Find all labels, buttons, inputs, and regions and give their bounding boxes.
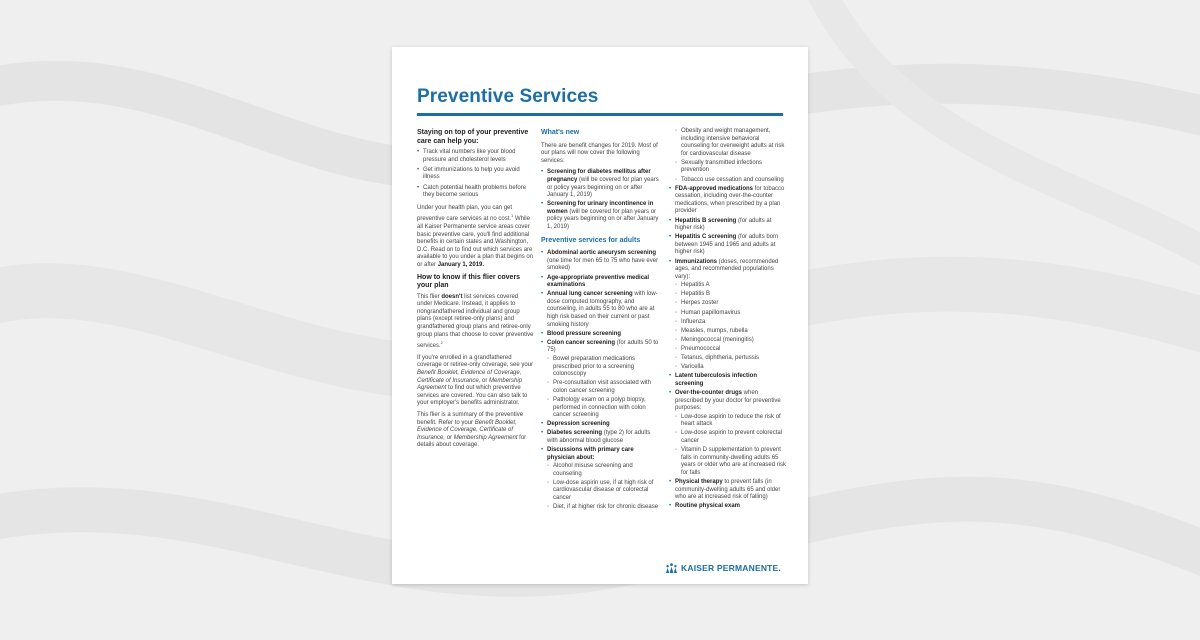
service-item: • Hepatitis B screening (for adults at higher risk)	[669, 218, 787, 233]
service-sub-item: ◦ Low-dose aspirin to prevent colorectal cancer	[675, 430, 787, 445]
service-sub-item: ◦ Herpes zoster	[675, 300, 787, 308]
flier-page	[392, 47, 808, 584]
discussion-item: ◦ Sexually transmitted infections prevention	[669, 160, 787, 175]
service-sub-item: ◦ Vitamin D supplementation to prevent falls in community-dwelling adults 65 years or older who are at increased risk for falls	[675, 447, 787, 477]
service-item: • Colon cancer screening (for adults 50 to 75) ◦ Bowel preparation medications prescribed prior to a screening colonoscopy ◦ Pre-consultation visit associated with colon cancer screening ◦ Pathology exam on a polyp biopsy, performed in connection with colon cancer screening	[541, 340, 659, 420]
service-item: • Routine physical exam	[669, 503, 787, 511]
service-sub-item: ◦ Hepatitis B	[675, 291, 787, 299]
service-item: • Blood pressure screening	[541, 331, 659, 339]
service-sub-item: ◦ Tetanus, diphtheria, pertussis	[675, 355, 787, 363]
service-item: • FDA-approved medications for tobacco cessation, including over-the-counter medications, when prescribed by a plan provider	[669, 186, 787, 216]
service-sub-item: ◦ Bowel preparation medications prescribed prior to a screening colonoscopy	[547, 356, 659, 379]
service-sub-item: ◦ Pathology exam on a polyp biopsy, performed in connection with colon cancer screening	[547, 397, 659, 420]
whats-new-item: • Screening for urinary incontinence in women (will be covered for plan years or policy years beginning on or after January 1, 2019)	[541, 201, 659, 231]
service-sub-item: ◦ Human papillomavirus	[675, 310, 787, 318]
service-item: • Age-appropriate preventive medical examinations	[541, 275, 659, 290]
service-item: • Discussions with primary care physician about: ◦ Alcohol misuse screening and counseling ◦ Low-dose aspirin use, if at high risk of cardiovascular disease or colorectal cancer ◦ Diet, if at higher risk for chronic disease	[541, 447, 659, 512]
whats-new-paragraph: There are benefit changes for 2019. Most of our plans will now cover the following services:	[541, 142, 658, 164]
service-sub-item: ◦ Varicella	[675, 364, 787, 372]
whats-new-item: • Screening for diabetes mellitus after pregnancy (will be covered for plan years or policy years beginning on or after January 1, 2019)	[541, 169, 659, 199]
how-to-know-paragraph: This flier doesn't list services covered under Medicare. Instead, it applies to nongrandfathered individual and group plans (except retiree-only plans) and grandfathered group plans and retiree-only group plans that choose to cover preventive services.$^2$	[417, 293, 534, 350]
service-sub-list	[675, 282, 787, 371]
service-sub-item: ◦ Pre-consultation visit associated with colon cancer screening	[547, 380, 659, 395]
column-3	[669, 128, 787, 516]
kaiser-permanente-logo	[665, 563, 781, 573]
service-sub-item: ◦ Measles, mumps, rubella	[675, 328, 787, 336]
service-sub-list	[547, 463, 659, 512]
service-sub-item: ◦ Low-dose aspirin use, if at high risk of cardiovascular disease or colorectal cancer	[547, 480, 659, 503]
service-sub-item: ◦ Hepatitis A	[675, 282, 787, 290]
service-item: • Abdominal aortic aneurysm screening (one time for men 65 to 75 who have ever smoked)	[541, 250, 659, 273]
enrolled-paragraph: If you're enrolled in a grandfathered coverage or retiree-only coverage, see your Benefit Booklet, Evidence of Coverage, Certificate of Insurance, or Membership Agreement to find out which preventive services are covered. You can also talk to your employer's benefits administrator.	[417, 354, 534, 407]
service-item: • Immunizations (doses, recommended ages, and recommended populations vary): ◦ Hepatitis A ◦ Hepatitis B ◦ Herpes zoster ◦ Human papillomavirus ◦ Influenza ◦ Measles, mumps, rubella ◦ Meningococcal (meningitis) ◦ Pneumococcal ◦ Tetanus, diphtheria, pertussis ◦ Varicella	[669, 259, 787, 372]
discussion-item: ◦ Obesity and weight management, including intensive behavioral counseling for overweight adults at risk for cardiovascular disease	[669, 128, 787, 158]
adult-services-list	[541, 250, 659, 512]
service-item: • Over-the-counter drugs when prescribed by your doctor for preventive purposes: ◦ Low-dose aspirin to reduce the risk of heart attack ◦ Low-dose aspirin to prevent colorectal cancer ◦ Vitamin D supplementation to prevent falls in community-dwelling adults 65 years or older who are at increased risk for falls	[669, 390, 787, 478]
adults-heading: Preventive services for adults	[541, 236, 641, 244]
intro-bullet: • Get immunizations to help you avoid illness	[417, 167, 535, 182]
kp-people-icon	[665, 563, 678, 573]
service-item: • Physical therapy to prevent falls (in community-dwelling adults 65 and older who are at increased risk of falling)	[669, 479, 787, 502]
title-rule	[417, 113, 783, 116]
discussion-item: ◦ Tobacco use cessation and counseling	[669, 177, 787, 185]
summary-paragraph: This flier is a summary of the preventive benefit. Refer to your Benefit Booklet, Evidence of Coverage, Certificate of Insurance, or Membership Agreement for details about coverage.	[417, 412, 527, 449]
adult-services-list-continued	[669, 186, 787, 511]
page-title: Preventive Services	[417, 86, 599, 107]
service-item: • Diabetes screening (type 2) for adults with abnormal blood glucose	[541, 430, 659, 445]
service-item: • Depression screening	[541, 421, 659, 429]
whats-new-heading: What's new	[541, 129, 580, 136]
intro-bullet: • Track vital numbers like your blood pressure and cholesterol levels	[417, 149, 535, 164]
service-sub-item: ◦ Alcohol misuse screening and counseling	[547, 463, 659, 478]
discussion-continued-list	[669, 128, 787, 184]
service-sub-item: ◦ Pneumococcal	[675, 346, 787, 354]
service-sub-list	[675, 414, 787, 478]
intro-bullet: • Catch potential health problems before they become serious	[417, 185, 535, 200]
how-to-know-heading: How to know if this flier covers your plan	[417, 273, 521, 290]
service-item: • Latent tuberculosis infection screening	[669, 373, 787, 388]
service-item: • Annual lung cancer screening with low-dose computed tomography, and counseling, in adults 55 to 80 who are at high risk based on their current or past smoking history	[541, 291, 659, 329]
service-item: • Hepatitis C screening (for adults born between 1945 and 1965 and adults at higher risk)	[669, 234, 787, 257]
logo-wordmark: KAISER PERMANENTE.	[681, 563, 781, 573]
column-2	[541, 129, 659, 517]
column-1	[417, 129, 535, 454]
whats-new-list	[541, 169, 659, 231]
service-sub-item: ◦ Diet, if at higher risk for chronic disease	[547, 504, 659, 512]
service-sub-item: ◦ Meningococcal (meningitis)	[675, 337, 787, 345]
service-sub-item: ◦ Influenza	[675, 319, 787, 327]
intro-heading: Staying on top of your preventive care can help you:	[417, 129, 529, 145]
service-sub-list	[547, 356, 659, 420]
service-sub-item: ◦ Low-dose aspirin to reduce the risk of heart attack	[675, 414, 787, 429]
intro-paragraph: Under your health plan, you can get preventive care services at no cost.$^1$ While all Kaiser Permanente service areas cover basic preventive care, you'll find additional benefits in certain states and Washington, D.C. Read on to find out which services are available to you under a plan that begins on or after January 1, 2019.	[417, 204, 534, 268]
intro-bullet-list	[417, 149, 535, 200]
